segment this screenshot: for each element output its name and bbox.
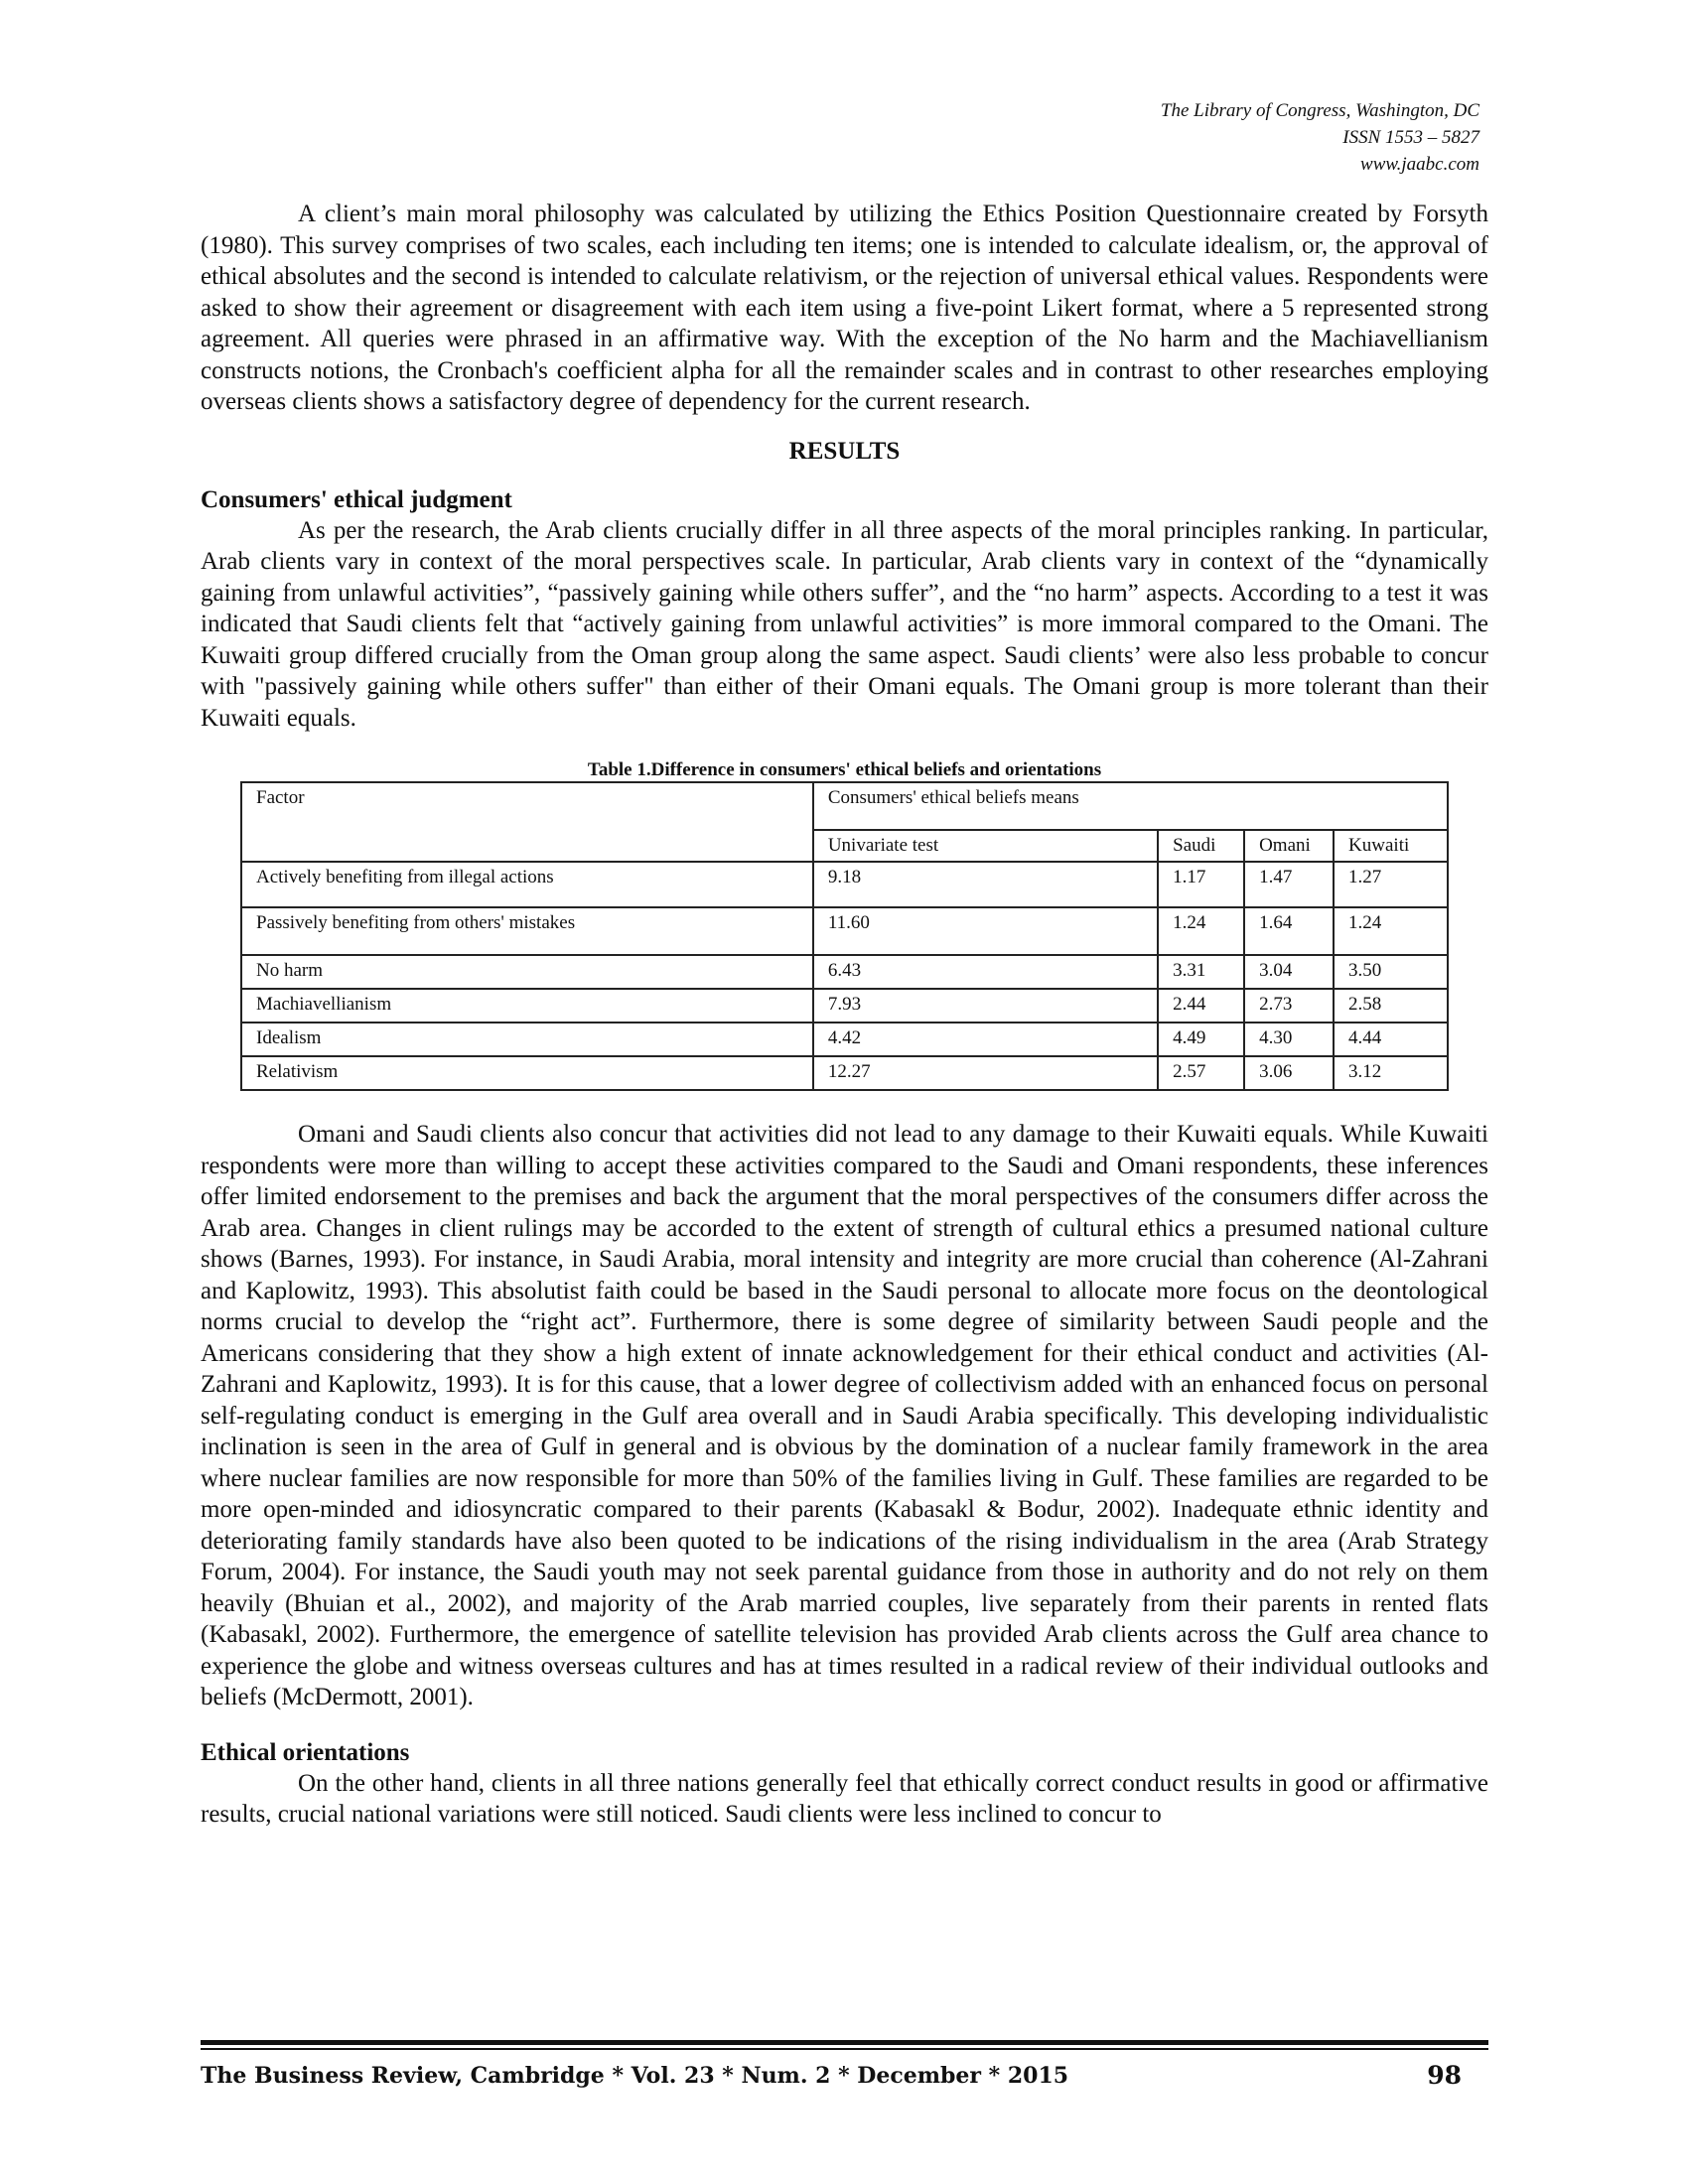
header-line-3: www.jaabc.com: [1360, 154, 1479, 175]
page-content: [201, 199, 1488, 1831]
section-heading-ethical-judgment: Consumers' ethical judgment: [201, 485, 512, 513]
omani-cell: 2.73: [1244, 989, 1334, 1023]
saudi-cell: 2.44: [1158, 989, 1244, 1023]
header-line-1: The Library of Congress, Washington, DC: [1160, 100, 1479, 121]
subheader-omani: Omani: [1244, 830, 1334, 862]
subheader-univariate: Univariate test: [813, 830, 1158, 862]
univariate-cell: 4.42: [813, 1023, 1158, 1056]
univariate-cell: 9.18: [813, 862, 1158, 907]
table-row: [241, 1023, 1448, 1056]
table-caption: Table 1.Difference in consumers' ethical beliefs and orientations: [587, 759, 1102, 780]
ethical-orientations-paragraph: On the other hand, clients in all three nations generally feel that ethically correct conduct results in good or affirmative results, crucial national variations were still noticed. Saudi clients were less inclined to concur to: [201, 1769, 1488, 1828]
univariate-cell: 6.43: [813, 955, 1158, 989]
omani-cell: 3.04: [1244, 955, 1334, 989]
table-row: [241, 907, 1448, 955]
intro-paragraph: A client’s main moral philosophy was calculated by utilizing the Ethics Position Questionnaire created by Forsyth (1980). This survey comprises of two scales, each including ten items; one is intended to calculate idealism, or, the approval of ethical absolutes and the second is intended to calculate relativism, or the rejection of universal ethical values. Respondents were asked to show their agreement or disagreement with each item using a five-point Likert format, where a 5 represented strong agreement. All queries were phrased in an affirmative way. With the exception of the No harm and the Machiavellianism constructs notions, the Cronbach's coefficient alpha for all the remainder scales and in contrast to other researches employing overseas clients shows a satisfactory degree of dependency for the current research.: [201, 201, 1488, 415]
table-row: [241, 862, 1448, 907]
factor-cell: No harm: [241, 955, 813, 989]
kuwaiti-cell: 2.58: [1334, 989, 1448, 1023]
omani-cell: 3.06: [1244, 1056, 1334, 1090]
group-header: Consumers' ethical beliefs means: [813, 782, 1448, 830]
univariate-cell: 11.60: [813, 907, 1158, 955]
results-heading: RESULTS: [788, 437, 901, 465]
footer-rule-thick: [201, 2040, 1488, 2045]
omani-cell: 4.30: [1244, 1023, 1334, 1056]
kuwaiti-cell: 3.50: [1334, 955, 1448, 989]
factor-cell: Machiavellianism: [241, 989, 813, 1023]
univariate-cell: 12.27: [813, 1056, 1158, 1090]
saudi-cell: 1.17: [1158, 862, 1244, 907]
omani-cell: 1.47: [1244, 862, 1334, 907]
factor-cell: Idealism: [241, 1023, 813, 1056]
kuwaiti-cell: 1.24: [1334, 907, 1448, 955]
kuwaiti-cell: 4.44: [1334, 1023, 1448, 1056]
saudi-cell: 3.31: [1158, 955, 1244, 989]
page-number: 98: [1427, 2061, 1462, 2090]
ethical-beliefs-table: [240, 781, 1449, 1091]
header-line-2: ISSN 1553 – 5827: [1342, 127, 1479, 148]
discussion-paragraph: Omani and Saudi clients also concur that activities did not lead to any damage to their Kuwaiti equals. While Kuwaiti respondents were more than willing to accept these activities compared to the Saudi and Omani respondents, these inferences offer limited endorsement to the premises and back the argument that the moral perspectives of the consumers differ across the Arab area. Changes in client rulings may be accorded to the extent of strength of cultural ethics a presumed national culture shows (Barnes, 1993). For instance, in Saudi Arabia, moral intensity and integrity are more crucial than coherence (Al-Zahrani and Kaplowitz, 1993). This absolutist faith could be based in the Saudi personal to allocate more focus on the deontological norms crucial to develop the “right act”. Furthermore, there is some degree of similarity between Saudi people and the Americans considering that they show a high extent of innate acknowledgement for their ethical conduct and activities (Al-Zahrani and Kaplowitz, 1993). It is for this cause, that a lower degree of collectivism added with an enhanced focus on personal self-regulating conduct is emerging in the Gulf area overall and in Saudi Arabia specifically. This developing individualistic inclination is seen in the area of Gulf in general and is obvious by the domination of a nuclear family framework in the area where nuclear families are now responsible for more than 50% of the families living in Gulf. These families are regarded to be more open-minded and idiosyncratic compared to their parents (Kabasakl & Bodur, 2002). Inadequate ethnic identity and deteriorating family standards have also been quoted to be indications of the rising individualism in the area (Arab Strategy Forum, 2004). For instance, the Saudi youth may not seek parental guidance from those in authority and do not rely on them heavily (Bhuian et al., 2002), and majority of the Arab married couples, live separately from their parents in rented flats (Kabasakl, 2002). Furthermore, the emergence of satellite television has provided Arab clients across the Gulf area chance to experience the globe and witness overseas cultures and has at times resulted in a radical review of their individual outlooks and beliefs (McDermott, 2001).: [201, 1121, 1488, 1710]
footer-journal: The Business Review, Cambridge * Vol. 23 * Num. 2 * December * 2015: [201, 2063, 1069, 2089]
footer-rule-thin: [201, 2048, 1488, 2050]
table-row: [241, 989, 1448, 1023]
factor-cell: Relativism: [241, 1056, 813, 1090]
saudi-cell: 1.24: [1158, 907, 1244, 955]
factor-cell: Actively benefiting from illegal actions: [241, 862, 813, 907]
saudi-cell: 2.57: [1158, 1056, 1244, 1090]
saudi-cell: 4.49: [1158, 1023, 1244, 1056]
table-header-row: [241, 782, 1448, 830]
subheader-kuwaiti: Kuwaiti: [1334, 830, 1448, 862]
factor-header: Factor: [241, 782, 813, 862]
subheader-saudi: Saudi: [1158, 830, 1244, 862]
table-row: [241, 955, 1448, 989]
table-row: [241, 1056, 1448, 1090]
section-heading-ethical-orientations: Ethical orientations: [201, 1738, 410, 1766]
kuwaiti-cell: 3.12: [1334, 1056, 1448, 1090]
univariate-cell: 7.93: [813, 989, 1158, 1023]
running-header: [1161, 97, 1479, 178]
ethical-judgment-paragraph: As per the research, the Arab clients crucially differ in all three aspects of the moral principles ranking. In particular, Arab clients vary in context of the moral perspectives scale. In particular, Arab clients vary in context of the “dynamically gaining from unlawful activities”, “passively gaining while others suffer”, and the “no harm” aspects. According to a test it was indicated that Saudi clients felt that “actively gaining from unlawful activities” is more immoral compared to the Omani. The Kuwaiti group differed crucially from the Oman group along the same aspect. Saudi clients’ were also less probable to concur with "passively gaining while others suffer" than either of their Omani equals. The Omani group is more tolerant than their Kuwaiti equals.: [201, 516, 1488, 732]
omani-cell: 1.64: [1244, 907, 1334, 955]
factor-cell: Passively benefiting from others' mistakes: [241, 907, 813, 955]
kuwaiti-cell: 1.27: [1334, 862, 1448, 907]
